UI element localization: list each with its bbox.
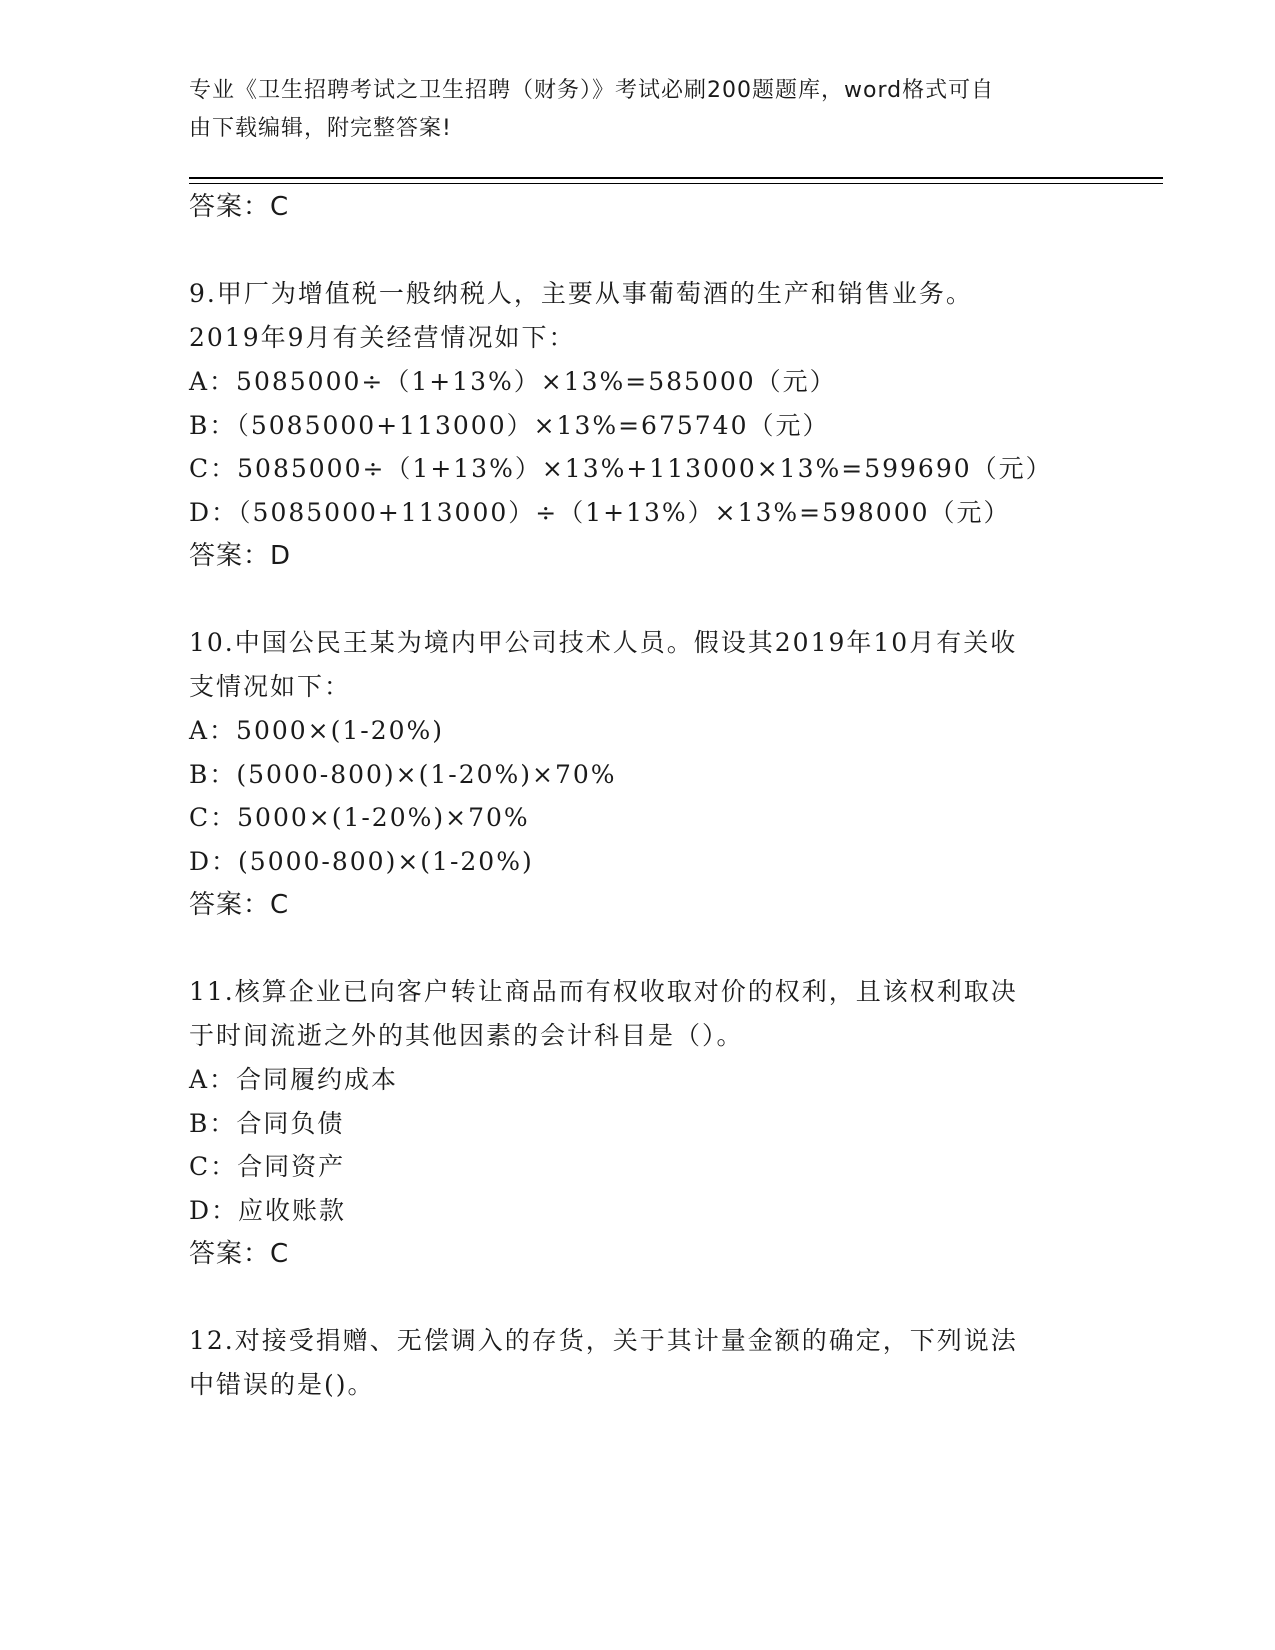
- question-12-stem-line-2: 中错误的是()。: [189, 1370, 375, 1399]
- question-11-option-c: C：合同资产: [189, 1152, 346, 1181]
- header-divider-thin: [189, 183, 1163, 184]
- question-11-answer: 答案：C: [189, 1239, 290, 1269]
- question-9-option-d: D：（5085000+113000）÷（1+13%）×13%=598000（元）: [189, 498, 1011, 527]
- header-divider-thick: [189, 177, 1163, 179]
- question-11-option-b: B：合同负债: [189, 1109, 345, 1138]
- question-11-stem-line-2: 于时间流逝之外的其他因素的会计科目是（）。: [189, 1021, 744, 1050]
- question-11-option-a: A：合同履约成本: [189, 1065, 399, 1094]
- question-12-stem-line-1: 12.对接受捐赠、无偿调入的存货，关于其计量金额的确定，下列说法: [189, 1326, 1018, 1355]
- question-10-option-d: D：(5000-800)×(1-20%): [189, 847, 534, 876]
- header-line-2: 由下载编辑，附完整答案!: [189, 116, 452, 141]
- question-11-option-d: D：应收账款: [189, 1196, 347, 1225]
- question-9-answer: 答案：D: [189, 541, 292, 571]
- document-header: [189, 72, 1089, 148]
- question-10-option-b: B：(5000-800)×(1-20%)×70%: [189, 760, 617, 789]
- question-10-stem-line-2: 支情况如下：: [189, 672, 352, 701]
- question-10-option-c: C：5000×(1-20%)×70%: [189, 803, 530, 832]
- question-10-stem-line-1: 10.中国公民王某为境内甲公司技术人员。假设其2019年10月有关收: [189, 628, 1018, 657]
- question-10-answer: 答案：C: [189, 890, 290, 920]
- previous-answer: 答案：C: [189, 192, 290, 222]
- question-9-stem-line-1: 9.甲厂为增值税一般纳税人，主要从事葡萄酒的生产和销售业务。: [189, 279, 973, 308]
- question-9-option-a: A：5085000÷（1+13%）×13%=585000（元）: [189, 367, 837, 396]
- header-line-1: 专业《卫生招聘考试之卫生招聘（财务）》考试必刷200题题库，word格式可自: [189, 78, 995, 103]
- question-9-stem-line-2: 2019年9月有关经营情况如下：: [189, 323, 576, 352]
- question-11-stem-line-1: 11.核算企业已向客户转让商品而有权收取对价的权利，且该权利取决: [189, 977, 1018, 1006]
- question-10-option-a: A：5000×(1-20%): [189, 716, 445, 745]
- question-9-option-c: C：5085000÷（1+13%）×13%+113000×13%=599690（元）: [189, 454, 1053, 483]
- question-9-option-b: B：（5085000+113000）×13%=675740（元）: [189, 411, 830, 440]
